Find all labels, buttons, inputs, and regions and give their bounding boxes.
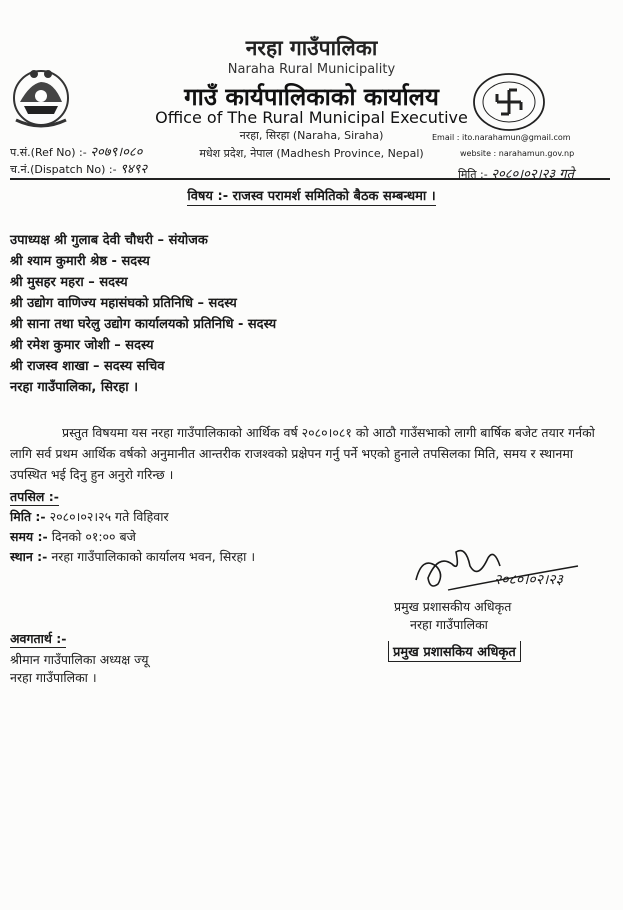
meeting-date-value: २०८०।०२।२५ गते विहिवार xyxy=(49,509,169,524)
ref-value: २०७९।०८० xyxy=(90,145,143,160)
recipient-line: नरहा गाउँपालिका, सिरहा । xyxy=(10,380,139,395)
recipient-line: श्री श्याम कुमारी श्रेष्ठ - सदस्य xyxy=(10,254,150,269)
website-text: website : narahamun.gov.np xyxy=(460,149,575,158)
email-text: Email : ito.narahamun@gmail.com xyxy=(432,133,571,142)
recipient-line: उपाध्यक्ष श्री गुलाब देवी चौधरी – संयोजक xyxy=(10,233,208,248)
designation-stamp: प्रमुख प्रशासकिय अधिकृत xyxy=(388,641,521,662)
ref-number xyxy=(10,142,142,160)
recipient-line: श्री साना तथा घरेलु उद्योग कार्यालयको प्रतिनिधि - सदस्य xyxy=(10,317,277,332)
ref-label: प.सं.(Ref No) :- xyxy=(10,146,87,159)
recipient-line: श्री उद्योग वाणिज्य महासंघको प्रतिनिधि – सदस्य xyxy=(10,296,237,311)
office-name-en: Office of The Rural Municipal Executive xyxy=(155,108,468,127)
meeting-place-label: स्थान :- xyxy=(10,549,48,564)
body-text: प्रस्तुत विषयमा यस नरहा गाउँपालिकाको आर्थिक वर्ष २०८०।०८१ को आठौ गाउँसभाको लागी बार्षिक बजेट तयार गर्नको लागि सर्व प्रथम आर्थिक वर्षको अनुमानीत आन्तरीक राजश्वको प्रक्षेपन गर्नु पर्ने भएको हुनाले तपसिलका मिति, समय र स्थानमा उपस्थित भई दिनु हुन अनुरो गरिन्छ । xyxy=(10,425,595,482)
recipient-line: श्री रमेश कुमार जोशी – सदस्य xyxy=(10,338,154,353)
address-line-2: मधेश प्रदेश, नेपाल (Madhesh Province, Nepal) xyxy=(199,147,424,160)
meeting-place-value: नरहा गाउँपालिकाको कार्यालय भवन, सिरहा । xyxy=(51,549,256,564)
recipient-line: श्री मुसहर महरा – सदस्य xyxy=(10,275,128,290)
cc-line: नरहा गाउँपालिका । xyxy=(10,670,97,685)
meeting-time-label: समय :- xyxy=(10,529,48,544)
signature-date: २०८०।०२।२३ xyxy=(494,572,563,588)
cc-line: श्रीमान गाउँपालिका अध्यक्ष ज्यू xyxy=(10,652,149,667)
tapasil-heading: तपसिल :- xyxy=(10,489,59,504)
meeting-time-value: दिनको ०१:०० बजे xyxy=(51,529,136,544)
address-line-1: नरहा, सिरहा (Naraha, Siraha) xyxy=(239,129,384,142)
body-paragraph xyxy=(10,422,605,485)
meeting-date-label: मिति :- xyxy=(10,509,46,524)
meeting-time xyxy=(10,528,136,545)
subject-text: विषय :- राजस्व परामर्श समितिको बैठक सम्बन्धमा । xyxy=(187,189,436,204)
dispatch-number xyxy=(10,159,147,177)
meeting-place xyxy=(10,548,255,565)
dispatch-label: च.नं.(Dispatch No) :- xyxy=(10,163,117,176)
handwritten-signature xyxy=(408,536,588,598)
signatory-office: नरहा गाउँपालिका xyxy=(410,617,488,632)
header-divider xyxy=(10,178,610,180)
date-value: २०८०।०२।२३ गते xyxy=(491,167,575,182)
office-name-np: गाउँ कार्यपालिकाको कार्यालय xyxy=(184,83,439,111)
municipality-name-np: नरहा गाउँपालिका xyxy=(245,36,378,60)
signatory-title: प्रमुख प्रशासकीय अधिकृत xyxy=(394,599,512,614)
dispatch-value: ९४९२ xyxy=(120,162,148,177)
cc-heading: अवगतार्थ :- xyxy=(10,631,67,646)
date-label: मिति :- xyxy=(458,168,488,181)
municipality-name-en: Naraha Rural Municipality xyxy=(227,62,396,77)
meeting-date xyxy=(10,508,169,525)
subject-line xyxy=(0,186,623,204)
recipient-line: श्री राजस्व शाखा – सदस्य सचिव xyxy=(10,359,165,374)
